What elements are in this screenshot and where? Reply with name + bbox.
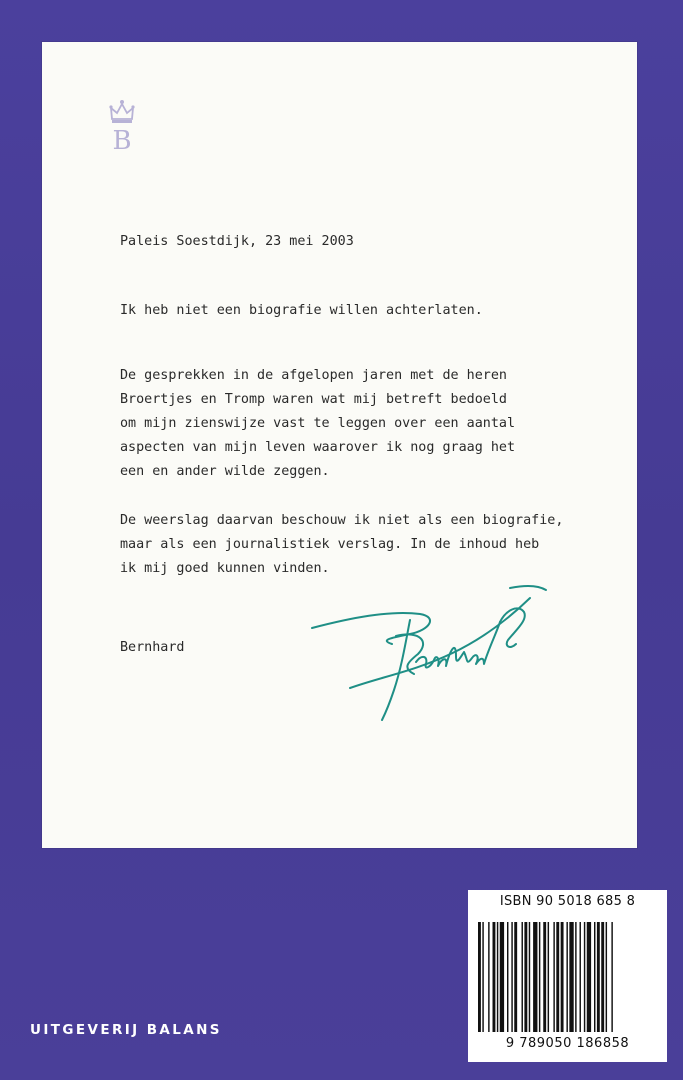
- barcode-bar: [606, 922, 607, 1032]
- barcode-bar: [580, 922, 581, 1032]
- barcode-bar: [500, 922, 504, 1032]
- barcode-bar: [543, 922, 546, 1032]
- barcode-bar: [511, 922, 512, 1032]
- barcode-bar: [507, 922, 508, 1032]
- barcode-bar: [587, 922, 591, 1032]
- barcode-bar: [529, 922, 530, 1032]
- handwritten-signature: [310, 570, 550, 730]
- letter-sheet: [42, 42, 637, 848]
- barcode-bar: [482, 922, 483, 1032]
- letter-date: Paleis Soestdijk, 23 mei 2003: [120, 234, 354, 249]
- royal-crest: [108, 98, 136, 158]
- barcode-bar: [497, 922, 498, 1032]
- barcode-bar: [594, 922, 595, 1032]
- letter-paragraph-2: De gesprekken in de afgelopen jaren met de heren Broertjes en Tromp waren wat mij betreft bedoeld om mijn zienswijze vast te leggen over een aantal aspecten van mijn leven waarover ik nog graag het een en ander wilde zeggen.: [120, 368, 516, 479]
- barcode-bar: [601, 922, 604, 1032]
- barcode-bar: [569, 922, 573, 1032]
- barcode-bar: [478, 922, 481, 1032]
- barcode-bar: [556, 922, 559, 1032]
- letter-paragraph-1: Ik heb niet een biografie willen achterlaten.: [120, 303, 483, 318]
- publisher-name: UITGEVERIJ BALANS: [30, 1022, 222, 1038]
- barcode-bar: [488, 922, 489, 1032]
- letter-paragraph-3: De weerslag daarvan beschouw ik niet als een biografie, maar als een journalistiek verslag. In de inhoud heb ik mij goed kunnen vinden.: [120, 513, 564, 576]
- barcode: [478, 922, 658, 1032]
- monogram-letter: B: [112, 126, 132, 156]
- barcode-bar: [524, 922, 527, 1032]
- barcode-bar: [533, 922, 537, 1032]
- barcode-bar: [522, 922, 523, 1032]
- barcode-bar: [514, 922, 517, 1032]
- barcode-bar: [553, 922, 554, 1032]
- barcode-bar: [548, 922, 549, 1032]
- barcode-bar: [493, 922, 496, 1032]
- barcode-bar: [561, 922, 564, 1032]
- isbn-number: ISBN 90 5018 685 8: [499, 894, 636, 909]
- letter-signature-name: Bernhard: [120, 640, 185, 655]
- barcode-bar: [597, 922, 600, 1032]
- barcode-bar: [566, 922, 567, 1032]
- barcode-bar: [584, 922, 585, 1032]
- barcode-bar: [611, 922, 612, 1032]
- barcode-digits: 9 789050 186858: [505, 1036, 630, 1051]
- barcode-bar: [539, 922, 540, 1032]
- isbn-barcode-panel: [468, 890, 667, 1062]
- barcode-bar: [575, 922, 576, 1032]
- crown-icon: [108, 98, 136, 126]
